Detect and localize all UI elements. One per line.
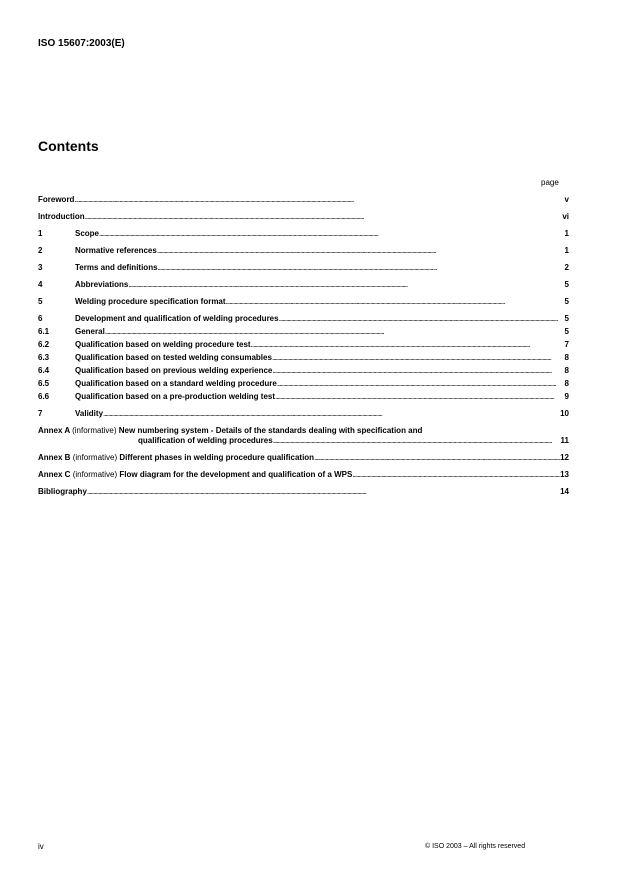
contents-heading: Contents <box>38 138 99 154</box>
toc-entry[interactable] <box>38 229 569 239</box>
footer-page-number: iv <box>38 842 44 851</box>
toc-leader-dots <box>272 353 565 363</box>
toc-entry-number: 6.2 <box>38 340 50 349</box>
annex-title: Flow diagram for the development and qualification of a WPS <box>119 470 353 479</box>
toc-entry-page: 8 <box>564 366 569 375</box>
toc-leader-dots <box>128 280 564 290</box>
toc-entry-number: 6.4 <box>38 366 50 375</box>
annex-heading-line <box>38 426 569 436</box>
toc-entry[interactable] <box>38 366 569 376</box>
toc-entry[interactable] <box>38 280 569 290</box>
toc-annex-entry[interactable] <box>38 470 569 480</box>
toc-entry-number: 4 <box>38 280 43 289</box>
toc-entry-page: 5 <box>564 297 569 306</box>
annex-continuation-line <box>38 436 569 446</box>
toc-entry-number: 6.3 <box>38 353 50 362</box>
page-column-label: page <box>541 178 559 187</box>
toc-entry-title: Normative references <box>75 246 157 255</box>
toc-entry[interactable] <box>38 314 569 324</box>
toc-entry-number: 6.6 <box>38 392 50 401</box>
toc-leader-dots <box>272 366 564 376</box>
toc-entry-number: 7 <box>38 409 43 418</box>
toc-entry-title: Welding procedure specification format <box>75 297 226 306</box>
toc-leader-dots <box>157 246 565 256</box>
toc-leader-dots <box>275 392 565 402</box>
toc-entry-page: 1 <box>564 229 569 238</box>
toc-leader-dots <box>99 229 565 239</box>
toc-entry-page: 7 <box>564 340 569 349</box>
toc-leader-dots <box>273 436 561 446</box>
toc-entry[interactable] <box>38 212 569 222</box>
footer-copyright: © ISO 2003 – All rights reserved <box>425 843 526 850</box>
toc-entry-title: Qualification based on a pre-production welding test <box>75 392 276 401</box>
toc-leader-dots <box>279 314 565 324</box>
annex-heading <box>38 470 352 480</box>
toc-entry-title: Development and qualification of welding procedures <box>75 314 279 323</box>
annex-page: 11 <box>560 436 569 445</box>
toc-entry[interactable] <box>38 409 569 419</box>
annex-kind: (informative) <box>72 426 117 435</box>
toc-entry-page: 2 <box>564 263 569 272</box>
toc-leader-dots <box>314 453 560 463</box>
toc-entry[interactable] <box>38 340 569 350</box>
annex-title: Different phases in welding procedure qualification <box>119 453 315 462</box>
toc-leader-dots <box>277 379 565 389</box>
toc-entry-title: Qualification based on tested welding consumables <box>75 353 272 362</box>
toc-entry-title: Validity <box>75 409 104 418</box>
toc-entry-page: 8 <box>564 379 569 388</box>
annex-page: 12 <box>560 453 569 462</box>
toc-leader-dots <box>87 487 560 497</box>
annex-label: Annex C <box>38 470 71 479</box>
toc-entry-number: 6 <box>38 314 43 323</box>
bibliography-title: Bibliography <box>38 487 87 496</box>
toc-entry-page: v <box>564 195 569 204</box>
toc-entry-number: 1 <box>38 229 43 238</box>
toc-leader-dots <box>103 409 560 419</box>
toc-entry-title: General <box>75 327 105 336</box>
toc-entry-page: 1 <box>564 246 569 255</box>
toc-entry[interactable] <box>38 195 569 205</box>
toc-annex-entry[interactable] <box>38 426 569 446</box>
toc-entry[interactable] <box>38 246 569 256</box>
annex-heading-line <box>38 470 569 480</box>
toc-entry-title: Qualification based on welding procedure test <box>75 340 251 349</box>
toc-entry-title: Introduction <box>38 212 85 221</box>
toc-entry-title: Terms and definitions <box>75 263 158 272</box>
toc-entry-page: 5 <box>564 327 569 336</box>
toc-leader-dots <box>74 195 564 205</box>
annex-label: Annex A <box>38 426 70 435</box>
toc-entry-number: 5 <box>38 297 43 306</box>
annex-kind: (informative) <box>72 453 118 462</box>
toc-leader-dots <box>158 263 565 273</box>
toc-leader-dots <box>85 212 563 222</box>
toc-entry-title: Foreword <box>38 195 75 204</box>
annex-kind: (informative) <box>72 470 118 479</box>
toc-bibliography-entry[interactable] <box>38 487 569 497</box>
toc-entry-page: 5 <box>564 314 569 323</box>
bibliography-page: 14 <box>560 487 569 496</box>
toc-entry-number: 2 <box>38 246 43 255</box>
annex-title-continued: qualification of welding procedures <box>138 436 273 445</box>
toc-entry-number: 3 <box>38 263 43 272</box>
table-of-contents <box>38 195 569 497</box>
annex-page: 13 <box>560 470 569 479</box>
toc-leader-dots <box>226 297 565 307</box>
toc-entry[interactable] <box>38 297 569 307</box>
toc-entry[interactable] <box>38 327 569 337</box>
document-id: ISO 15607:2003(E) <box>38 38 125 49</box>
annex-heading-line <box>38 453 569 463</box>
toc-leader-dots <box>105 327 565 337</box>
toc-entry-page: vi <box>562 212 569 221</box>
toc-entry-page: 5 <box>564 280 569 289</box>
toc-entry-title: Qualification based on previous welding experience <box>75 366 273 375</box>
toc-entry-title: Scope <box>75 229 100 238</box>
toc-entry-page: 10 <box>560 409 569 418</box>
toc-entry[interactable] <box>38 353 569 363</box>
toc-annex-entry[interactable] <box>38 453 569 463</box>
annex-title: New numbering system - Details of the standards dealing with specification and <box>118 426 423 435</box>
toc-entry[interactable] <box>38 379 569 389</box>
annex-heading <box>38 453 314 463</box>
toc-entry-number: 6.1 <box>38 327 50 336</box>
toc-entry[interactable] <box>38 263 569 273</box>
toc-entry[interactable] <box>38 392 569 402</box>
annex-label: Annex B <box>38 453 71 462</box>
toc-entry-number: 6.5 <box>38 379 50 388</box>
toc-entry-title: Qualification based on a standard welding procedure <box>75 379 277 388</box>
toc-entry-title: Abbreviations <box>75 280 129 289</box>
toc-leader-dots <box>352 470 560 480</box>
toc-entry-page: 8 <box>564 353 569 362</box>
toc-entry-page: 9 <box>564 392 569 401</box>
toc-leader-dots <box>251 340 565 350</box>
